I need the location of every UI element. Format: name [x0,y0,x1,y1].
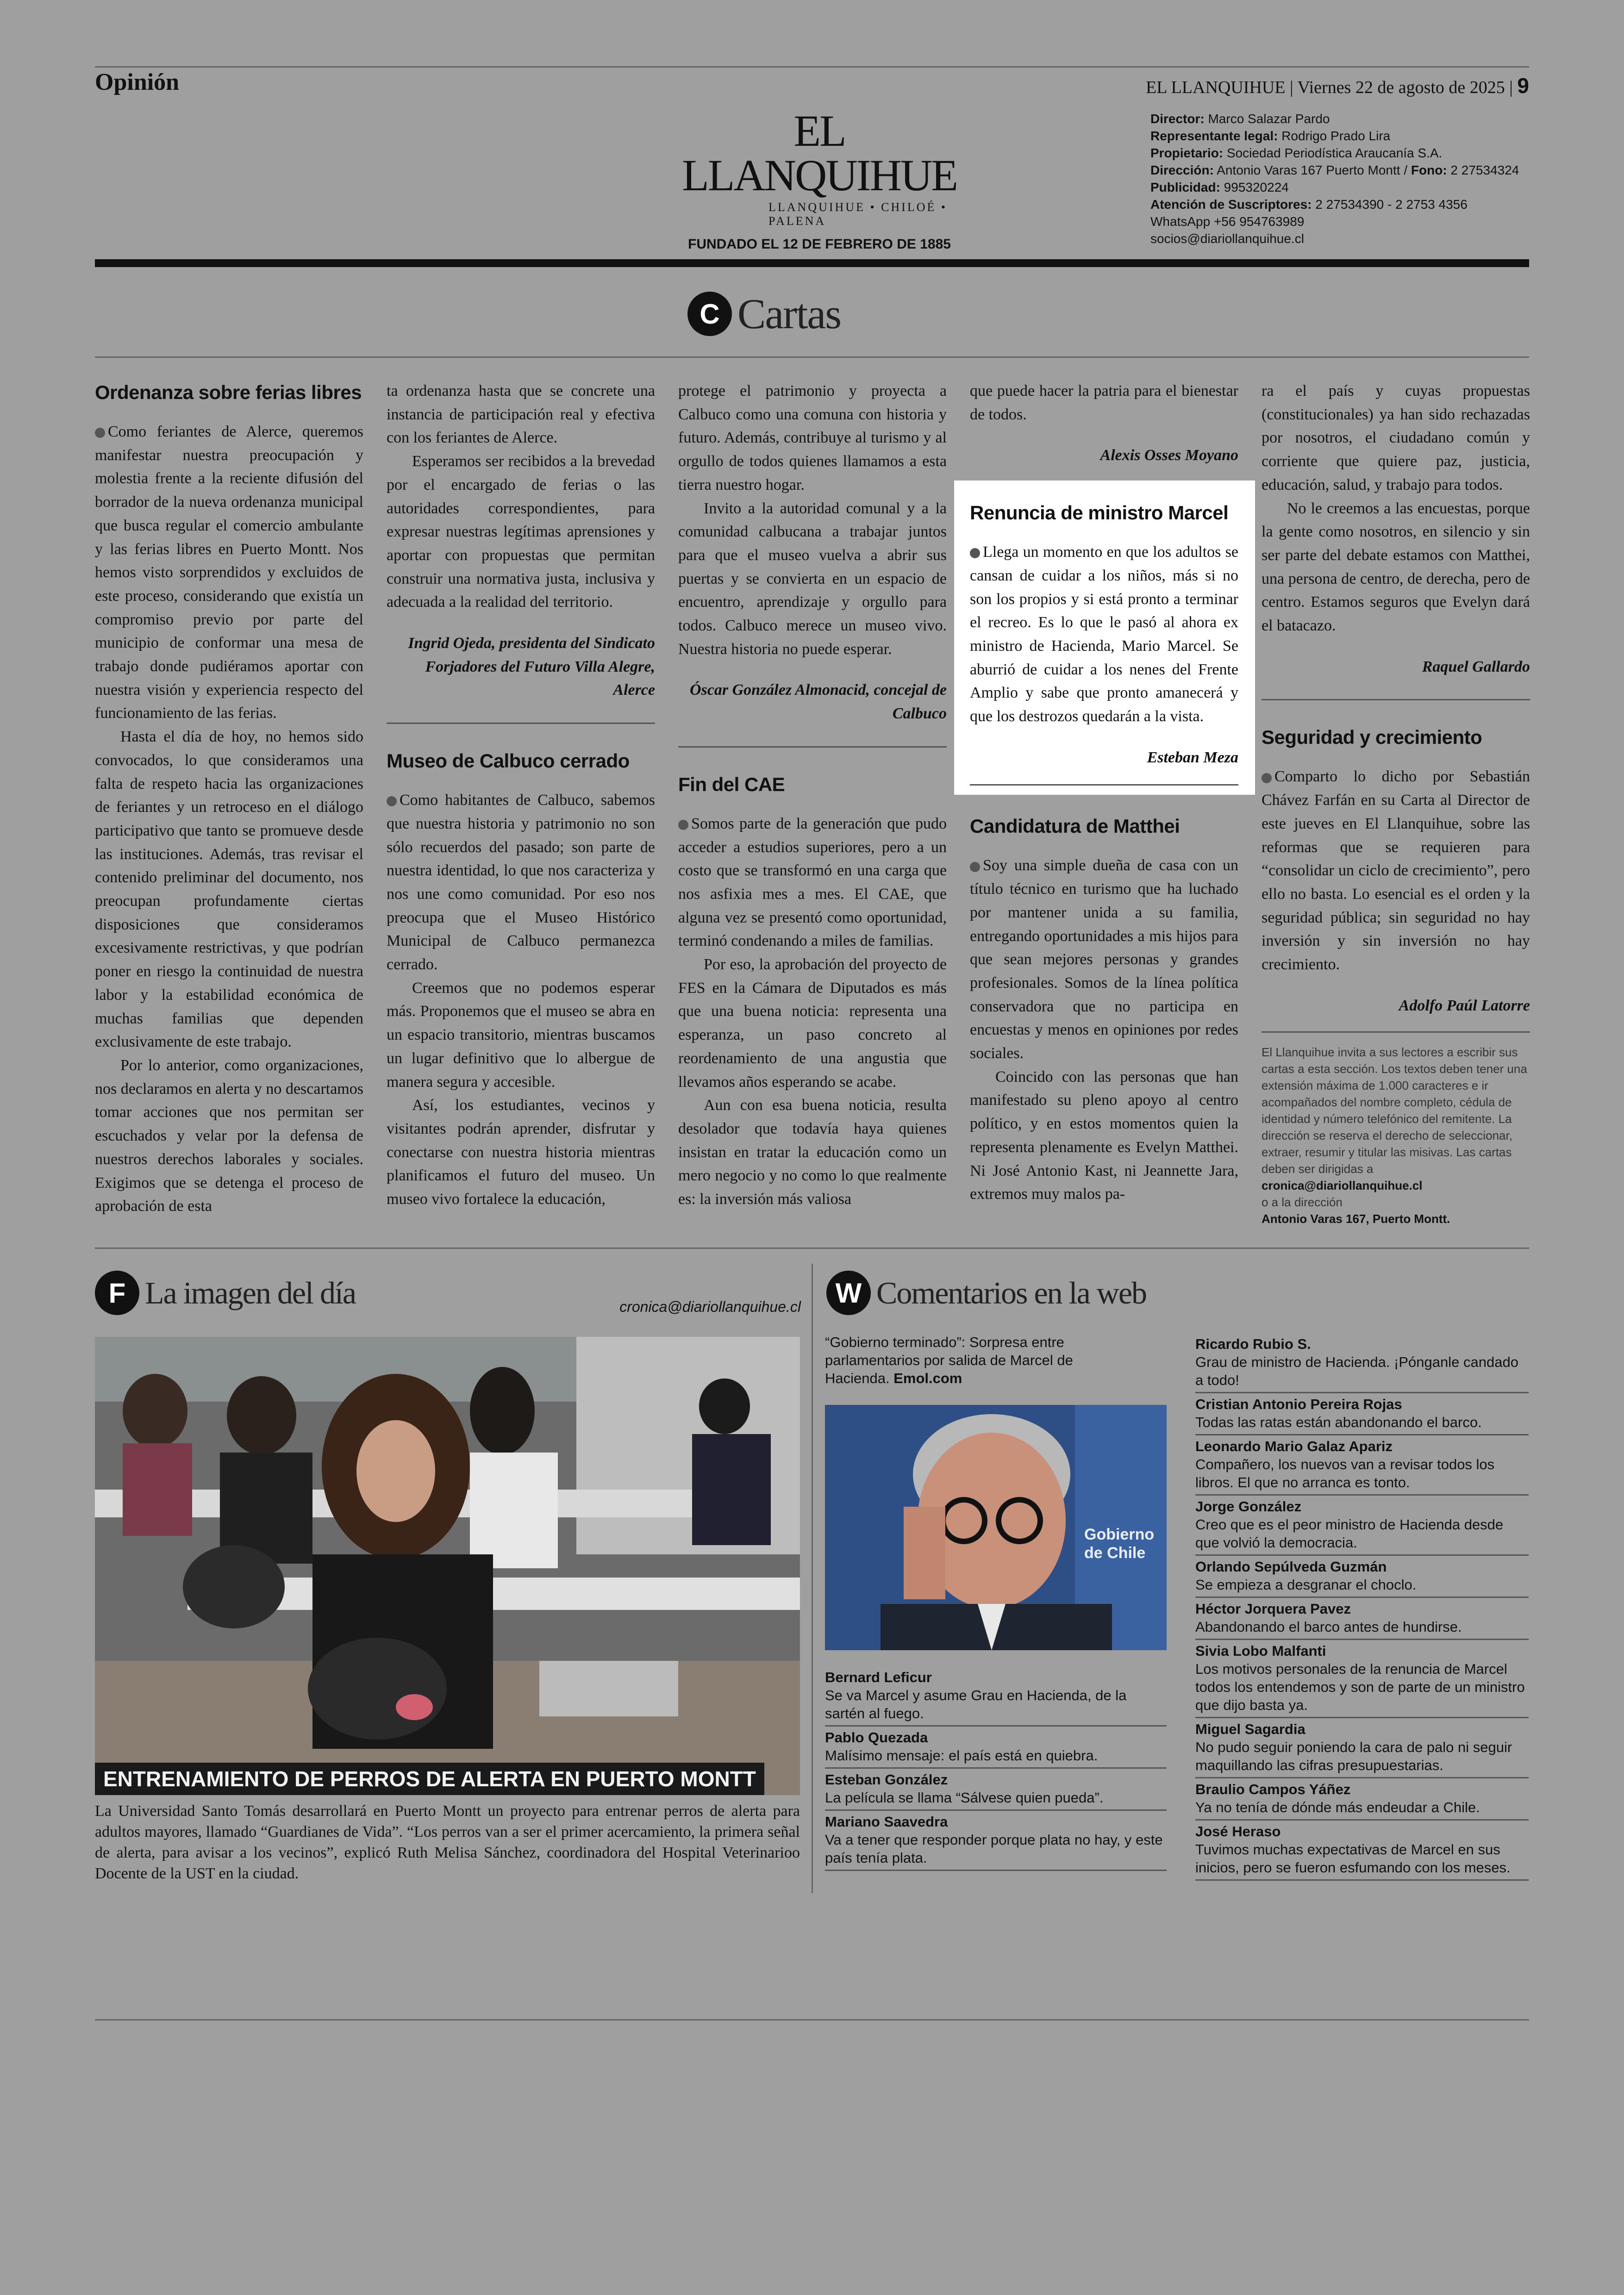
letters-info-box [1262,1044,1530,1227]
letter-signature: Ingrid Ojeda, presidenta del Sindicato Forjadores del Futuro Villa Alegre, Alerce [408,635,655,699]
comment-author: Leonardo Mario Galaz Apariz [1195,1438,1393,1454]
bullet-dot-icon [1262,773,1272,783]
comment-author: José Heraso [1195,1823,1281,1840]
bullet-dot-icon [678,820,688,830]
letter-paragraph: Aun con esa buena noticia, resulta desolador que todavía haya quienes insistan en tratar la educación como un mero negocio y no como lo que realmente es: la inversión más valiosa [678,1097,947,1208]
letter-paragraph: Como habitantes de Calbuco, sabemos que nuestra historia y patrimonio no son sólo recuerdos del pasado; son parte de nuestra identidad, lo que nos caracteriza y nos une como comunidad. Por eso nos preocupa que el Museo Histórico Municipal de Calbuco permanezca cerrado. [387,792,655,973]
comment-author: Cristian Antonio Pereira Rojas [1195,1396,1402,1412]
comment-author: Héctor Jorquera Pavez [1195,1601,1351,1617]
staff-line: Atención de Suscriptores: 2 27534390 - 2 2753 4356 [1150,197,1468,212]
comments-list-right [1195,1333,1529,1881]
letter-signature: Óscar González Almonacid, concejal de Calbuco [690,681,947,723]
list-item [1195,1393,1529,1435]
list-item [1195,1556,1529,1598]
list-item [825,1727,1167,1769]
staff-line: Propietario: Sociedad Periodística Araucanía S.A. [1150,146,1443,160]
masthead-sub: LLANQUIHUE • CHILOÉ • PALENA [768,200,947,228]
dog-training-photo [95,1337,800,1795]
letter-paragraph: protege el patrimonio y proyecta a Calbuco como una comuna con historia y futuro. Además, contribuye al turismo y al orgullo de todos quienes llamamos a esta tierra nuestro hogar. [678,382,947,493]
photo-sign: Gobierno de Chile [1084,1526,1155,1562]
letter-paragraph: Soy una simple dueña de casa con un título técnico en turismo que ha luchado por mantener unida a su familia, entregando oportunidades a mis hijos para que sean mejores personas y grandes profesionales. Somos de la línea política conservadora que no participa en encuestas y menos en opiniones por redes sociales. [970,857,1238,1062]
comment-text: Va a tener que responder porque plata no hay, y este país tenía plata. [825,1832,1163,1866]
letter-paragraph: ta ordenanza hasta que se concrete una instancia de participación real y efectiva con los feriantes de Alerce. [387,382,655,447]
letters-column-1 [95,380,363,1218]
letter-paragraph: Invito a la autoridad comunal y a la comunidad calbucana a trabajar juntos para que el museo vuelva a abrir sus puertas y se convierta en un espacio de encuentro, aprendizaje y orgullo para todos. Calbuco merece un museo vivo. Nuestra historia no puede esperar. [678,499,947,658]
letter-paragraph: que puede hacer la patria para el bienestar de todos. [970,382,1238,423]
comment-author: Orlando Sepúlveda Guzmán [1195,1559,1387,1575]
letter-paragraph: Esperamos ser recibidos a la brevedad por el encargado de ferias o las autoridades correspondientes, para expresar nuestras legítimas aprensiones y aportar con propuestas que permitan construir una normativa justa, inclusiva y adecuada a la realidad del territorio. [387,453,655,611]
letter-paragraph: Somos parte de la generación que pudo acceder a estudios superiores, pero a un costo que se transformó en una carga que nos asfixia mes a mes. El CAE, que alguna vez se presentó como oportunidad, terminó condenando a miles de familias. [678,815,947,950]
comment-author: Jorge González [1195,1498,1302,1515]
comentarios-header [826,1271,1146,1315]
comentarios-badge: W [826,1271,871,1315]
cartas-header [687,289,841,338]
staff-box [1150,110,1519,247]
photo-illustration [95,1337,800,1795]
letter-paragraph: Por lo anterior, como organizaciones, nos declaramos en alerta y no descartamos tomar acciones que nos permitan ser escuchados y velar por la defensa de nuestros derechos laborales y sociales. Exigimos que se detenga el proceso de aprobación de esta [95,1056,363,1215]
headline-text: “Gobierno terminado”: Sorpresa entre parlamentarios por salida de Marcel de Hacienda. [825,1334,1073,1386]
comment-text: No pudo seguir poniendo la cara de palo ni seguir maquillando las cifras presupuestarias. [1195,1739,1512,1773]
comments-list-left [825,1666,1167,1871]
letter-separator [1262,1031,1530,1033]
comment-text: Ya no tenía de dónde más endeudar a Chile. [1195,1799,1480,1815]
letters-column-4 [970,380,1238,1206]
column-divider [812,1264,813,1893]
comment-author: Pablo Quezada [825,1729,928,1746]
letter-title: Renuncia de ministro Marcel [970,502,1229,524]
letter-paragraph: Llega un momento en que los adultos se cansan de cuidar a los niños, más si no son los propios y si está pronto a terminar el recreo. Es lo que le pasó al ahora ex ministro de Hacienda, Mario Marcel. Se aburrió de cuidar a los nenes del Frente Amplio y sabe que pronto amanecerá y que los destrozos quedarán a la vista. [970,543,1238,725]
letter-paragraph: Así, los estudiantes, vecinos y visitantes podrán aprender, disfrutar y conectarse con nuestra historia mientras planificamos el futuro del museo. Un museo vivo fortalece la educación, [387,1097,655,1208]
dateline-text: EL LLANQUIHUE | Viernes 22 de agosto de 2025 | [1146,78,1513,97]
letter-title: Candidatura de Matthei [970,815,1180,837]
comment-text: Se va Marcel y asume Grau en Hacienda, de la sartén al fuego. [825,1687,1127,1721]
letter-paragraph: Como feriantes de Alerce, queremos manifestar nuestra preocupación y molestia frente a la reciente difusión del borrador de la nueva ordenanza municipal que busca regular el comercio ambulante y las ferias libres en Puerto Montt. Nos hemos visto sorprendidos y excluidos de este proceso, considerando que existía un compromiso previo por parte del municipio de conformar una mesa de trabajo donde pudiéramos aportar con nuestra visión y experiencia respecto del funcionamiento de las ferias. [95,423,363,722]
letter-paragraph: Comparto lo dicho por Sebastián Chávez Farfán en su Carta al Director de este jueves en El Llanquihue, sobre las reformas que se requieren para “consolidar un ciclo de crecimiento”, pero ello no basta. Lo esencial es el orden y la seguridad pública; sin seguridad no hay inversión y sin inversión no hay crecimiento. [1262,768,1530,973]
letter-title: Museo de Calbuco cerrado [387,750,630,772]
cartas-title: Cartas [737,290,841,337]
comment-text: Todas las ratas están abandonando el barco. [1195,1414,1482,1430]
minister-photo [825,1405,1167,1650]
list-item [825,1769,1167,1811]
staff-line: socios@diariollanquihue.cl [1150,231,1304,246]
staff-line: Dirección: Antonio Varas 167 Puerto Montt / Fono: 2 27534324 [1150,163,1519,177]
bullet-dot-icon [95,428,105,438]
comment-text: Los motivos personales de la renuncia de Marcel todos los entendemos y son de parte de un ministro que dijo basta ya. [1195,1661,1525,1713]
list-item [1195,1718,1529,1778]
letter-separator [678,746,947,748]
comment-author: Miguel Sagardia [1195,1721,1305,1737]
bullet-dot-icon [970,862,980,872]
letter-paragraph: No le creemos a las encuestas, porque la gente como nosotros, en silencio y sin ser parte del debate estamos con Matthei, una persona de centro, de derecha, pero de centro. Estamos seguros que Evelyn dará el batacazo. [1262,499,1530,635]
letters-column-3 [678,380,947,1211]
masthead-thick-rule [95,259,1529,267]
comment-text: Creo que es el peor ministro de Hacienda desde que volvió la democracia. [1195,1516,1504,1551]
comment-text: La película se llama “Sálvese quien pueda”. [825,1790,1104,1806]
comment-author: Esteban González [825,1771,948,1788]
imagen-email: cronica@diariollanquihue.cl [619,1298,801,1315]
letter-signature: Esteban Meza [1147,748,1238,766]
bottom-rule [95,2019,1529,2021]
imagen-badge: F [95,1271,139,1315]
imagen-header [95,1271,356,1315]
comment-text: Compañero, los nuevos van a revisar todos los libros. El que no arranca es tonto. [1195,1456,1495,1491]
masthead-name: EL LLANQUIHUE [682,106,957,200]
headline-source: Emol.com [893,1370,962,1386]
info-mid: o a la dirección [1262,1195,1343,1210]
letter-separator [1262,699,1530,700]
letter-separator [970,784,1238,786]
info-email: cronica@diariollanquihue.cl [1262,1179,1423,1193]
comentarios-title: Comentarios en la web [876,1275,1147,1310]
bullet-dot-icon [970,548,980,558]
comment-author: Ricardo Rubio S. [1195,1336,1311,1352]
comment-text: Abandonando el barco antes de hundirse. [1195,1619,1462,1635]
list-item [1195,1778,1529,1821]
cartas-rule [95,356,1529,358]
list-item [1195,1821,1529,1881]
section-divider [95,1247,1529,1249]
list-item [1195,1640,1529,1718]
list-item [1195,1333,1529,1393]
masthead [657,106,981,252]
section-label: Opinión [95,69,180,95]
letter-paragraph: Creemos que no podemos esperar más. Proponemos que el museo se abra en un espacio transitorio, mientras buscamos un lugar definitivo que lo albergue de manera segura y accesible. [387,979,655,1091]
letters-column-5 [1262,380,1530,1227]
comment-text: Se empieza a desgranar el choclo. [1195,1577,1417,1593]
letter-title: Fin del CAE [678,773,785,795]
web-headline [825,1333,1103,1387]
info-text: El Llanquihue invita a sus lectores a escribir sus cartas a esta sección. Los textos deben tener una extensión máxima de 1.000 caracteres e ir acompañados del nombre completo, cédula de identidad y número telefónico del remitente. La dirección se reserva el derecho de seleccionar, extraer, resumir y titular las misivas. Las cartas deben ser dirigidas a [1262,1045,1527,1176]
top-rule [95,66,1529,68]
list-item [825,1666,1167,1727]
comment-author: Sivia Lobo Malfanti [1195,1643,1326,1659]
list-item [1195,1435,1529,1496]
photo-caption: La Universidad Santo Tomás desarrollará en Puerto Montt un proyecto para entrenar perros de alerta para adultos mayores, llamado “Guardianes de Vida”. “Los perros van a ser el primer acercamiento, la primera señal de alerta, para avisar a los vecinos”, explicó Ruth Melisa Sánchez, coordinadora del Hospital Veterinarioo Docente de la UST en la ciudad. [95,1802,800,1882]
cartas-badge: C [687,292,732,336]
comment-text: Grau de ministro de Hacienda. ¡Pónganle candado a todo! [1195,1354,1518,1388]
comment-text: Malísimo mensaje: el país está en quiebra. [825,1747,1098,1764]
comment-author: Bernard Leficur [825,1669,932,1685]
highlighted-letter-box [954,480,1255,795]
letter-signature: Alexis Osses Moyano [1100,447,1238,464]
letter-signature: Adolfo Paúl Latorre [1399,997,1530,1014]
letters-column-2 [387,380,655,1211]
letter-signature: Raquel Gallardo [1422,658,1530,675]
letter-title: Ordenanza sobre ferias libres [95,381,362,403]
list-item [825,1811,1167,1871]
letter-paragraph: Coincido con las personas que han manifestado su pleno apoyo al centro político, y en estos momentos quien la representa plenamente es Evelyn Matthei. Ni José Antonio Kast, ni Jeannette Jara, extremos muy malos pa- [970,1068,1238,1203]
comment-text: Tuvimos muchas expectativas de Marcel en sus inicios, pero se fueron esfumando con los meses. [1195,1841,1511,1876]
letter-title: Seguridad y crecimiento [1262,726,1482,748]
staff-line: Publicidad: 995320224 [1150,180,1289,194]
dateline [1146,73,1529,98]
letter-paragraph: Hasta el día de hoy, no hemos sido convocados, lo que consideramos una falta de respeto hacia las organizaciones de feriantes y un retroceso en el diálogo participativo que tanto se promueve desde las instituciones. Además, tras revisar el contenido preliminar del documento, nos preocupan profundamente ciertas disposiciones que consideramos excesivamente restrictivas, y que podrían poner en riesgo la continuidad de nuestra labor y la estabilidad económica de muchas familias que dependen exclusivamente de este trabajo. [95,728,363,1051]
page-number: 9 [1517,74,1529,98]
photo-caption-title: ENTRENAMIENTO DE PERROS DE ALERTA EN PUERTO MONTT [95,1763,764,1795]
imagen-title: La imagen del día [145,1275,356,1310]
letter-paragraph: Por eso, la aprobación del proyecto de FES en la Cámara de Diputados es más que una buena noticia: representa una esperanza, un paso concreto al reordenamiento de una angustia que llevamos años esperando se acabe. [678,956,947,1091]
letter-separator [387,723,655,724]
bullet-dot-icon [387,796,397,806]
info-address: Antonio Varas 167, Puerto Montt. [1262,1212,1450,1226]
comment-author: Mariano Saavedra [825,1814,948,1830]
staff-line: WhatsApp +56 954763989 [1150,214,1305,229]
comment-author: Braulio Campos Yáñez [1195,1781,1351,1797]
letter-paragraph: ra el país y cuyas propuestas (constitucionales) ya han sido rechazadas por nosotros, el ciudadano común y corriente que quiere paz, justicia, educación, salud, y trabajo para todos. [1262,382,1530,493]
list-item [1195,1598,1529,1640]
staff-line: Director: Marco Salazar Pardo [1150,112,1330,126]
founded-line: FUNDADO EL 12 DE FEBRERO DE 1885 [688,237,951,252]
list-item [1195,1496,1529,1556]
staff-line: Representante legal: Rodrigo Prado Lira [1150,129,1391,143]
